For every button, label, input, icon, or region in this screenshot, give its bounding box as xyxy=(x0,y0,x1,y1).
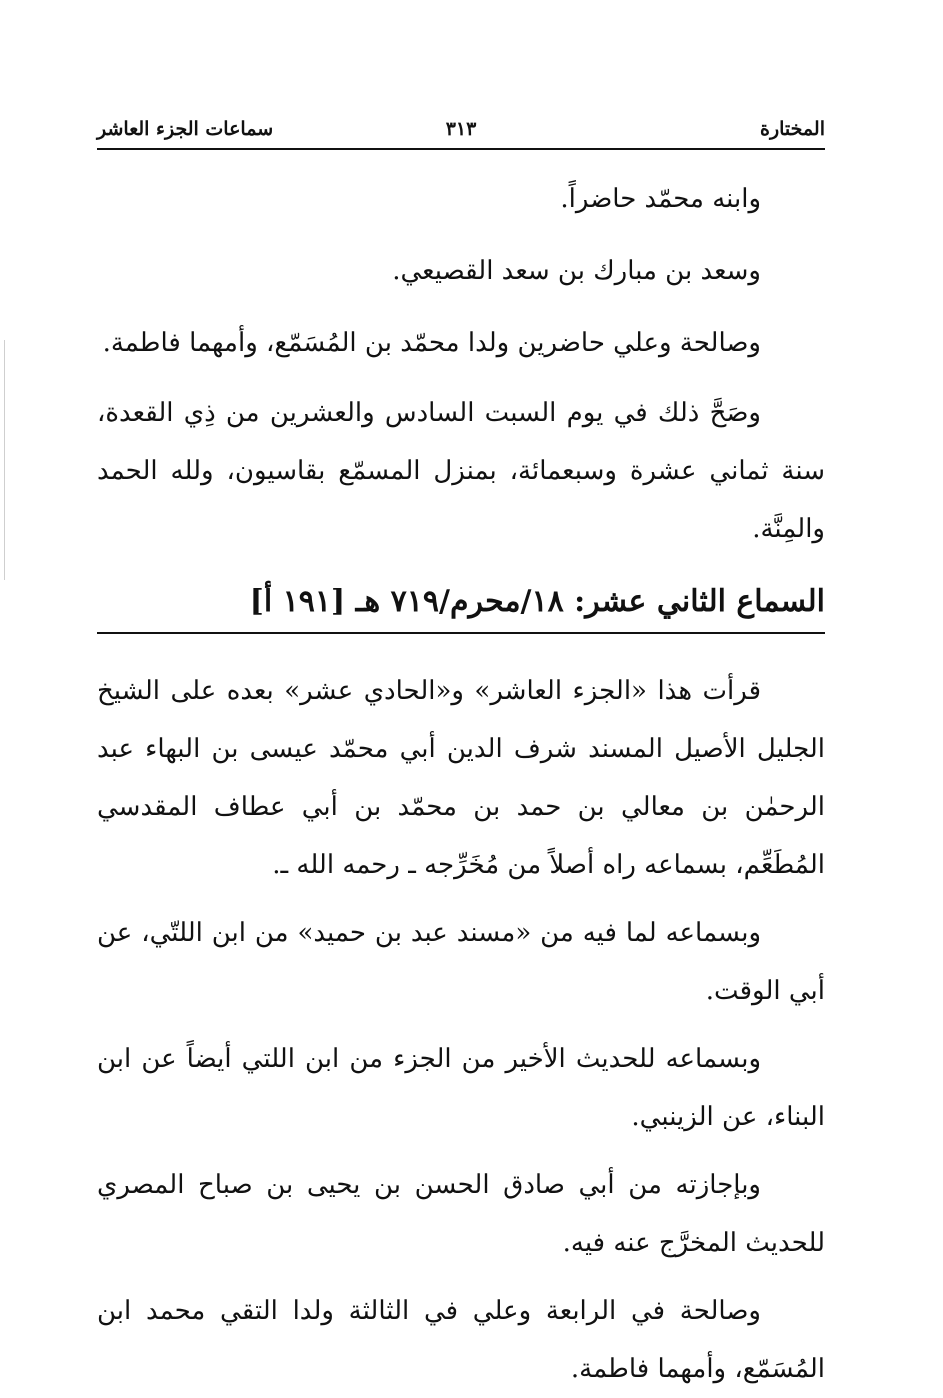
header-rule xyxy=(97,148,825,150)
heading-rule xyxy=(97,632,825,634)
paragraph: وابنه محمّد حاضراً. xyxy=(560,184,761,214)
header-section-title: سماعات الجزء العاشر xyxy=(97,118,274,140)
paragraph: قرأت هذا «الجزء العاشر» و«الحادي عشر» بعده على الشيخ الجليل الأصيل المسند شرف الدين أبي محمّد عيسى بن البهاء عبد الرحمٰن بن معالي بن حمد بن محمّد بن أبي عطاف المقدسي المُطَعِّم، بسماعه راه أصلاً من مُخَرِّجه ـ رحمه الله ـ. xyxy=(97,676,825,880)
bottom-section xyxy=(97,662,825,1398)
paragraph: وبسماعه للحديث الأخير من الجزء من ابن اللتي أيضاً عن ابن البناء، عن الزينبي. xyxy=(97,1044,825,1132)
page-number: ٣١٣ xyxy=(445,118,477,140)
paragraph: وبإجازته من أبي صادق الحسن بن يحيى بن صباح المصري للحديث المخرَّج عنه فيه. xyxy=(97,1170,825,1258)
running-header xyxy=(97,112,825,146)
header-book-title: المختارة xyxy=(760,118,825,140)
top-section xyxy=(97,170,825,558)
section-heading: السماع الثاني عشر: ١٨/محرم/٧١٩ هـ [١٩١ أ] xyxy=(249,584,825,619)
paragraph: وصالحة في الرابعة وعلي في الثالثة ولدا التقي محمد ابن المُسَمّع، وأمهما فاطمة. xyxy=(97,1296,825,1384)
paragraph: وسعد بن مبارك بن سعد القصيعي. xyxy=(392,256,761,286)
paragraph: وبسماعه لما فيه من «مسند عبد بن حميد» من ابن اللتّي، عن أبي الوقت. xyxy=(97,918,825,1006)
scan-edge-line xyxy=(4,340,5,580)
paragraph: وصَحَّ ذلك في يوم السبت السادس والعشرين من ذِي القعدة، سنة ثماني عشرة وسبعمائة، بمنزل المسمّع بقاسيون، ولله الحمد والمِنَّة. xyxy=(97,398,825,544)
paragraph: وصالحة وعلي حاضرين ولدا محمّد بن المُسَمّع، وأمهما فاطمة. xyxy=(102,328,761,358)
